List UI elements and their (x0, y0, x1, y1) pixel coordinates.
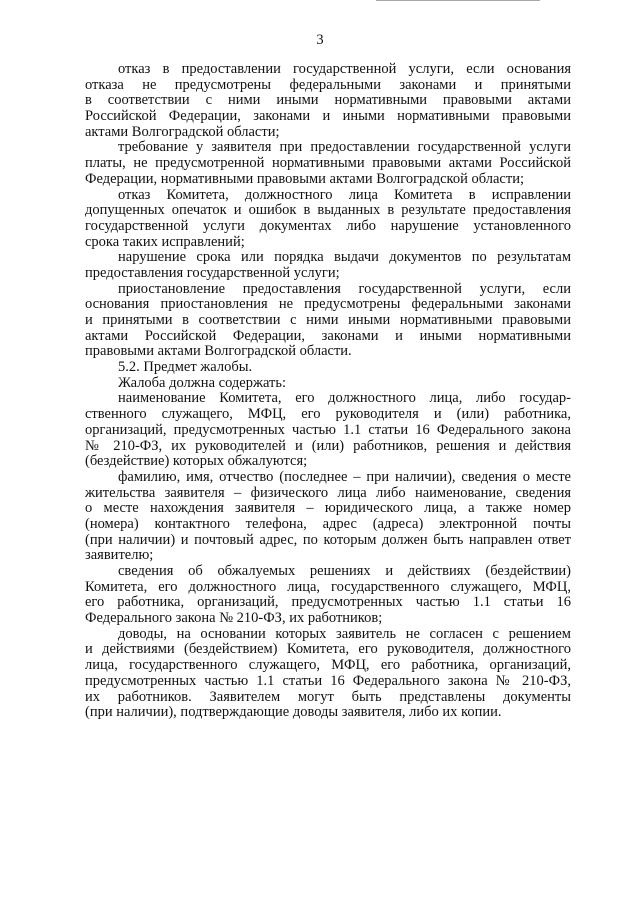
text-line: допущенных опечаток и ошибок в выданных в результате предоставления (85, 202, 571, 219)
text-line: отказ в предоставлении государственной услуги, если основания (118, 61, 571, 77)
text-line: его работника, организаций, предусмотренных частью 1.1 статьи 16 (85, 594, 571, 611)
text-line: их работников. Заявителем могут быть представлены документы (85, 688, 571, 705)
text-line: лица, государственного служащего, МФЦ, его работника, организаций, (85, 657, 571, 674)
text-line: государственной услуги документах либо нарушение установленного (85, 217, 571, 234)
text-line: и действиями (бездействием) Комитета, его руководителя, должностного (85, 641, 571, 658)
text-line: нарушение срока или порядка выдачи документов по результатам (118, 249, 571, 266)
text-line: Комитета, его должностного лица, государственного служащего, МФЦ, (85, 578, 571, 595)
text-line: отказ Комитета, должностного лица Комитета в исправлении (118, 186, 571, 203)
text-line: актами Российской Федерации, законами и иными нормативными (85, 327, 571, 344)
text-line: организаций, предусмотренных частью 1.1 статьи 16 Федерального закона (85, 421, 571, 438)
text-line: срока таких исправлений; (85, 233, 245, 250)
page-number: 3 (316, 32, 324, 48)
text-line: основания приостановления не предусмотрены федеральными законами (85, 296, 571, 313)
text-line: № 210-ФЗ, их руководителей и (или) работников, решения и действия (85, 437, 571, 454)
text-line: актами Волгоградской области; (85, 123, 280, 140)
text-line: ственного служащего, МФЦ, его руководителя и (или) работника, (85, 406, 571, 423)
text-line: 5.2. Предмет жалобы. (118, 359, 253, 376)
text-line: (бездействие) которых обжалуются; (85, 453, 308, 470)
header-rule (376, 0, 540, 3)
text-line: Федерального закона № 210-ФЗ, их работников; (85, 610, 383, 627)
text-line: (при наличии), подтверждающие доводы заявителя, либо их копии. (85, 704, 502, 721)
text-line: предусмотренных частью 1.1 статьи 16 Федерального закона № 210-ФЗ, (85, 672, 571, 689)
text-line: о месте нахождения заявителя – юридического лица, а также номер (85, 500, 571, 517)
text-line: доводы, на основании которых заявитель не согласен с решением (118, 625, 571, 642)
text-line: (номера) контактного телефона, адрес (адреса) электронной почты (85, 515, 571, 532)
text-line: фамилию, имя, отчество (последнее – при наличии), сведения о месте (118, 468, 571, 485)
text-line: (при наличии) и почтовый адрес, по которым должен быть направлен ответ (85, 531, 571, 548)
text-line: в соответствии с ними иными нормативными правовыми актами (85, 92, 571, 109)
document-body (85, 62, 571, 721)
text-line: требование у заявителя при предоставлении государственной услуги (118, 139, 571, 156)
text-line: приостановление предоставления государственной услуги, если (118, 280, 571, 297)
text-line: сведения об обжалуемых решениях и действиях (бездействии) (118, 563, 571, 579)
text-line: жительства заявителя – физического лица либо наименование, сведения (85, 484, 571, 501)
text-line: правовыми актами Волгоградской области. (85, 343, 352, 360)
text-line: Жалоба должна содержать: (118, 374, 287, 391)
text-line: наименование Комитета, его должностного лица, либо государ- (118, 390, 571, 407)
text-line: Российской Федерации, законами и иными нормативными правовыми (85, 108, 571, 125)
text-line: предоставления государственной услуги; (85, 264, 340, 281)
text-line: платы, не предусмотренной нормативными правовыми актами Российской (85, 155, 571, 172)
text-line: и принятыми в соответствии с ними иными нормативными правовыми (85, 312, 571, 328)
text-line: отказа не предусмотрены федеральными законами и принятыми (85, 76, 571, 93)
text-line: заявителю; (85, 547, 154, 564)
text-line: Федерации, нормативными правовыми актами Волгоградской области; (85, 170, 524, 187)
